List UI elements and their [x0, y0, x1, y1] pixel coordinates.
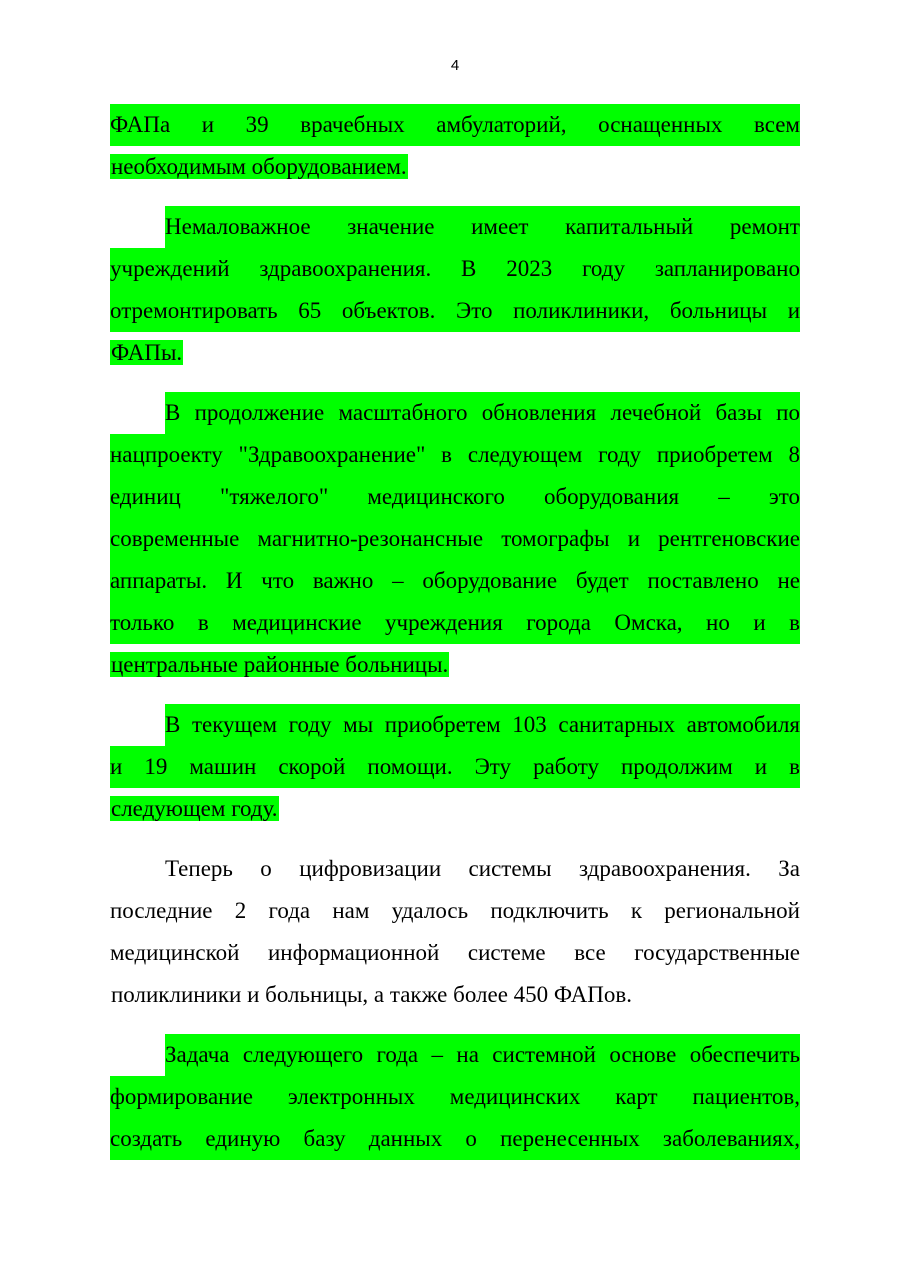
text-line: [110, 248, 800, 290]
highlighted-text: и 19 машин скорой помощи. Эту работу продолжим и в: [110, 746, 800, 788]
text-line: [110, 560, 800, 602]
highlighted-text: ФАПа и 39 врачебных амбулаторий, оснащенных всем: [110, 104, 800, 146]
highlighted-text: учреждений здравоохранения. В 2023 году запланировано: [110, 248, 800, 290]
text-line: [110, 518, 800, 560]
text-line: [110, 1118, 800, 1160]
highlighted-text: только в медицинские учреждения города Омска, но и в: [110, 602, 800, 644]
text-line: [110, 476, 800, 518]
page-number: 4: [450, 57, 460, 74]
highlighted-text: аппараты. И что важно – оборудование будет поставлено не: [110, 560, 800, 602]
plain-text: медицинской информационной системе все государственные: [110, 940, 800, 965]
highlighted-text: следующем году.: [111, 796, 278, 821]
highlighted-text: В продолжение масштабного обновления лечебной базы по: [165, 392, 800, 434]
paragraph: [110, 104, 800, 188]
highlighted-text: создать единую базу данных о перенесенных заболеваниях,: [110, 1118, 800, 1160]
text-line: [110, 206, 800, 248]
highlighted-text: ФАПы.: [111, 340, 183, 365]
document-body: [110, 104, 800, 1178]
highlighted-text: Немаловажное значение имеет капитальный ремонт: [165, 206, 800, 248]
plain-text: последние 2 года нам удалось подключить к региональной: [110, 898, 800, 923]
text-line: [110, 1076, 800, 1118]
highlighted-text: Задача следующего года – на системной основе обеспечить: [165, 1034, 800, 1076]
paragraph: [110, 704, 800, 830]
text-line: [110, 146, 800, 188]
paragraph: [110, 1034, 800, 1160]
text-line: [110, 332, 800, 374]
text-line: [110, 704, 800, 746]
text-line: [110, 932, 800, 974]
plain-text: поликлиники и больницы, а также более 450 ФАПов.: [111, 982, 632, 1007]
paragraph: [110, 206, 800, 374]
text-line: [110, 1034, 800, 1076]
text-line: [110, 746, 800, 788]
highlighted-text: необходимым оборудованием.: [111, 154, 407, 179]
highlighted-text: центральные районные больницы.: [111, 652, 449, 677]
highlighted-text: отремонтировать 65 объектов. Это поликлиники, больницы и: [110, 290, 800, 332]
text-line: [110, 974, 800, 1016]
highlighted-text: современные магнитно-резонансные томографы и рентгеновские: [110, 518, 800, 560]
text-line: [110, 104, 800, 146]
paragraph: [110, 392, 800, 686]
text-line: [110, 434, 800, 476]
highlighted-text: нацпроекту "Здравоохранение" в следующем году приобретем 8: [110, 434, 800, 476]
text-line: [110, 290, 800, 332]
highlighted-text: единиц "тяжелого" медицинского оборудования – это: [110, 476, 800, 518]
highlighted-text: формирование электронных медицинских карт пациентов,: [110, 1076, 800, 1118]
text-line: [110, 644, 800, 686]
highlighted-text: В текущем году мы приобретем 103 санитарных автомобиля: [165, 704, 800, 746]
paragraph: [110, 848, 800, 1016]
text-line: [110, 788, 800, 830]
plain-text: Теперь о цифровизации системы здравоохранения. За: [165, 856, 800, 881]
text-line: [110, 392, 800, 434]
text-line: [110, 890, 800, 932]
text-line: [110, 602, 800, 644]
text-line: [110, 848, 800, 890]
